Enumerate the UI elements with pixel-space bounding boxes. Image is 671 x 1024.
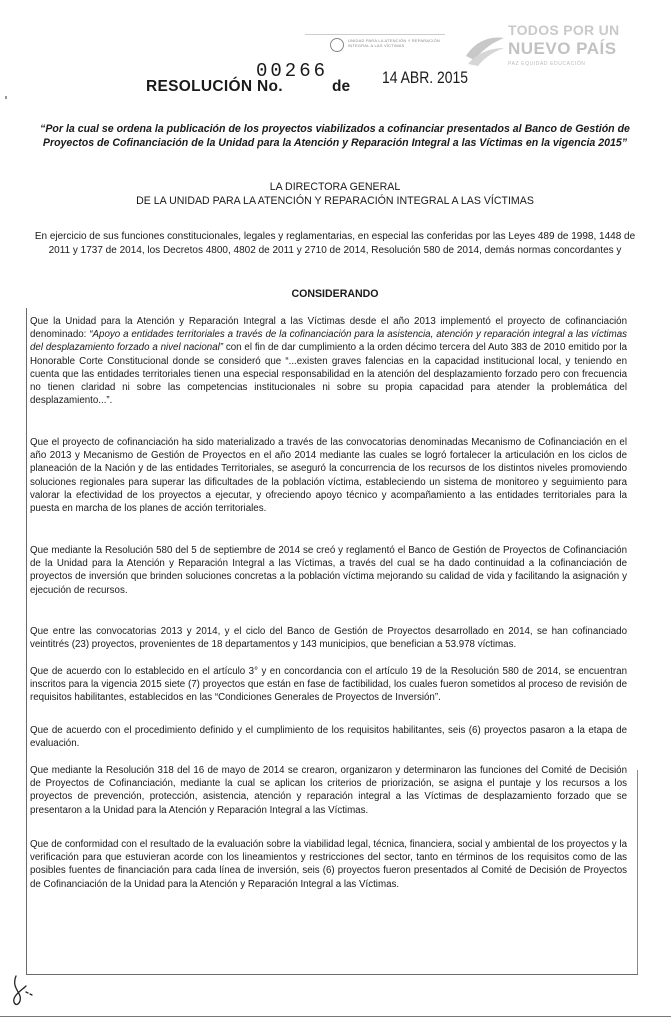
- brand-line-3: PAZ EQUIDAD EDUCACIÓN: [508, 61, 586, 67]
- government-seal: [330, 36, 450, 60]
- paragraph-7: Que mediante la Resolución 318 del 16 de mayo de 2014 se crearon, organizaron y determinaron las funciones del Comité de Decisión de Proyectos de Cofinanciación, mediante la cual se aplican los criterios de priorización, se asigna el puntaje y los recursos a los proyectos de prevención, protección, asistencia, atención y reparación integral a las Víctimas de desplazamiento forzado que se presentaron a la Unidad para la Atención y Reparación Integral a las Víctimas.: [30, 765, 627, 816]
- authority-line-1: LA DIRECTORA GENERAL: [269, 181, 401, 193]
- project-name-quote: “Apoyo a entidades territoriales a través de la cofinanciación para la asistencia, atención y reparación integral a las víctimas del desplazamiento forzado a nivel nacional”: [30, 329, 627, 354]
- seal-text: UNIDAD PARA LA ATENCIÓN Y REPARACIÓN INTEGRAL A LAS VÍCTIMAS: [348, 38, 440, 48]
- paragraph-1: [30, 315, 627, 407]
- initials-signature-icon: [8, 972, 38, 1012]
- resolution-number: 00266: [256, 60, 329, 82]
- resolution-label: RESOLUCIÓN No.: [146, 78, 283, 95]
- flag-swoosh-icon: [464, 34, 506, 68]
- issuing-authority: [30, 180, 640, 208]
- paragraph-1-lead: Que la Unidad para la Atención y Reparación Integral a las Víctimas desde el año 2013 implementó el proyecto de cofinanciación denominado:: [30, 316, 627, 341]
- paragraph-1-rest: con el fin de dar cumplimiento a la orden décimo tercera del Auto 383 de 2010 emitido por la Honorable Corte Constitucional donde se consideró que “...existen graves falencias en la capacidad institucional local, y teniendo en cuenta que las entidades territoriales tienen una especial responsabilidad en la atención del desplazamiento forzado pero con frecuencia no tienen claridad ni sobre las competencias institucionales ni sobre su propia capacidad para atender la problemática del desplazamiento...”.: [30, 342, 627, 407]
- paragraph-3: Que mediante la Resolución 580 del 5 de septiembre de 2014 se creó y reglamentó el Banco de Gestión de Proyectos de Cofinanciación de la Unidad para la Atención y Reparación Integral a las Víctimas, a través del cual se ha dado continuidad a la cofinanciación de proyectos de inversión que brinden soluciones concretas a la población víctima mejorando su calidad de vida y facilitando la asignación y ejecución de recursos.: [30, 545, 627, 596]
- paragraph-8: Que de conformidad con el resultado de la evaluación sobre la viabilidad legal, técnica, financiera, social y ambiental de los proyectos y la verificación para que estuvieran acorde con los lineamientos y restricciones del sector, tanto en términos de los requisitos como de las posibles fuentes de financiación para cada línea de inversión, seis (6) proyectos fueron presentados al Comité de Decisión de Proyectos de Cofinanciación de la Unidad para la Atención y Reparación Integral a las Víctimas.: [30, 839, 627, 890]
- header-rule: [305, 34, 445, 35]
- considerando-heading: CONSIDERANDO: [291, 288, 379, 300]
- scan-edge-mark: [5, 96, 7, 99]
- brand-line-1: TODOS POR UN: [508, 22, 620, 38]
- margin-frame-right: [637, 770, 638, 974]
- brand-logo: [462, 22, 632, 78]
- paragraph-6: Que de acuerdo con el procedimiento definido y el cumplimiento de los requisitos habilitantes, seis (6) proyectos pasaron a la etapa de evaluación.: [30, 725, 627, 750]
- seal-emblem-icon: [330, 38, 344, 52]
- authority-line-2: DE LA UNIDAD PARA LA ATENCIÓN Y REPARACIÓN INTEGRAL A LAS VÍCTIMAS: [136, 195, 534, 207]
- resolution-subject: “Por la cual se ordena la publicación de los proyectos viabilizados a cofinanciar presentados al Banco de Gestión de Proyectos de Cofinanciación de la Unidad para la Atención y Reparación Integral a las Víctimas en la vigencia 2015”: [40, 123, 630, 149]
- footer-rule: [0, 1016, 671, 1017]
- margin-frame-left: [26, 308, 27, 974]
- resolution-date: 14 ABR. 2015: [382, 68, 469, 87]
- paragraph-5: Que de acuerdo con lo establecido en el artículo 3° y en concordancia con el artículo 19 de la Resolución 580 de 2014, se encuentran inscritos para la vigencia 2015 siete (7) proyectos que están en fase de factibilidad, los cuales fueron sometidos al proceso de revisión de requisitos habilitantes, establecidos en las “Condiciones Generales de Proyectos de Inversión”.: [30, 666, 627, 704]
- brand-line-2: NUEVO PAÍS: [508, 39, 617, 58]
- paragraph-4: Que entre las convocatorias 2013 y 2014, y el ciclo del Banco de Gestión de Proyectos desarrollado en 2014, se han cofinanciado veintitrés (23) proyectos, provenientes de 18 departamentos y 143 municipios, que benefician a 53.978 víctimas.: [30, 626, 627, 651]
- resolution-connector: de: [332, 78, 351, 95]
- paragraph-2: Que el proyecto de cofinanciación ha sido materializado a través de las convocatorias denominadas Mecanismo de Cofinanciación en el año 2013 y Mecanismo de Gestión de Proyectos en el año 2014 mediante las cuales se logró fortalecer la articulación en los ciclos de planeación de la Nación y de las entidades Territoriales, se aseguró la concurrencia de los recursos de los distintos niveles promoviendo soluciones regionales para superar las dificultades de la población víctima, estableciendo un sistema de monitoreo y seguimiento para valorar la efectividad de los proyectos a ejecutar, y ofreciendo apoyo técnico y acompañamiento a las entidades territoriales para la puesta en marcha de los planes de acción territoriales.: [30, 437, 627, 515]
- legal-powers: En ejercicio de sus funciones constitucionales, legales y reglamentarias, en especial las conferidas por las Leyes 489 de 1998, 1448 de 2011 y 1737 de 2014, los Decretos 4800, 4802 de 2011 y 2710 de 2014, Resolución 580 de 2014, demás normas concordantes y: [34, 231, 636, 256]
- margin-frame-bottom: [26, 974, 638, 975]
